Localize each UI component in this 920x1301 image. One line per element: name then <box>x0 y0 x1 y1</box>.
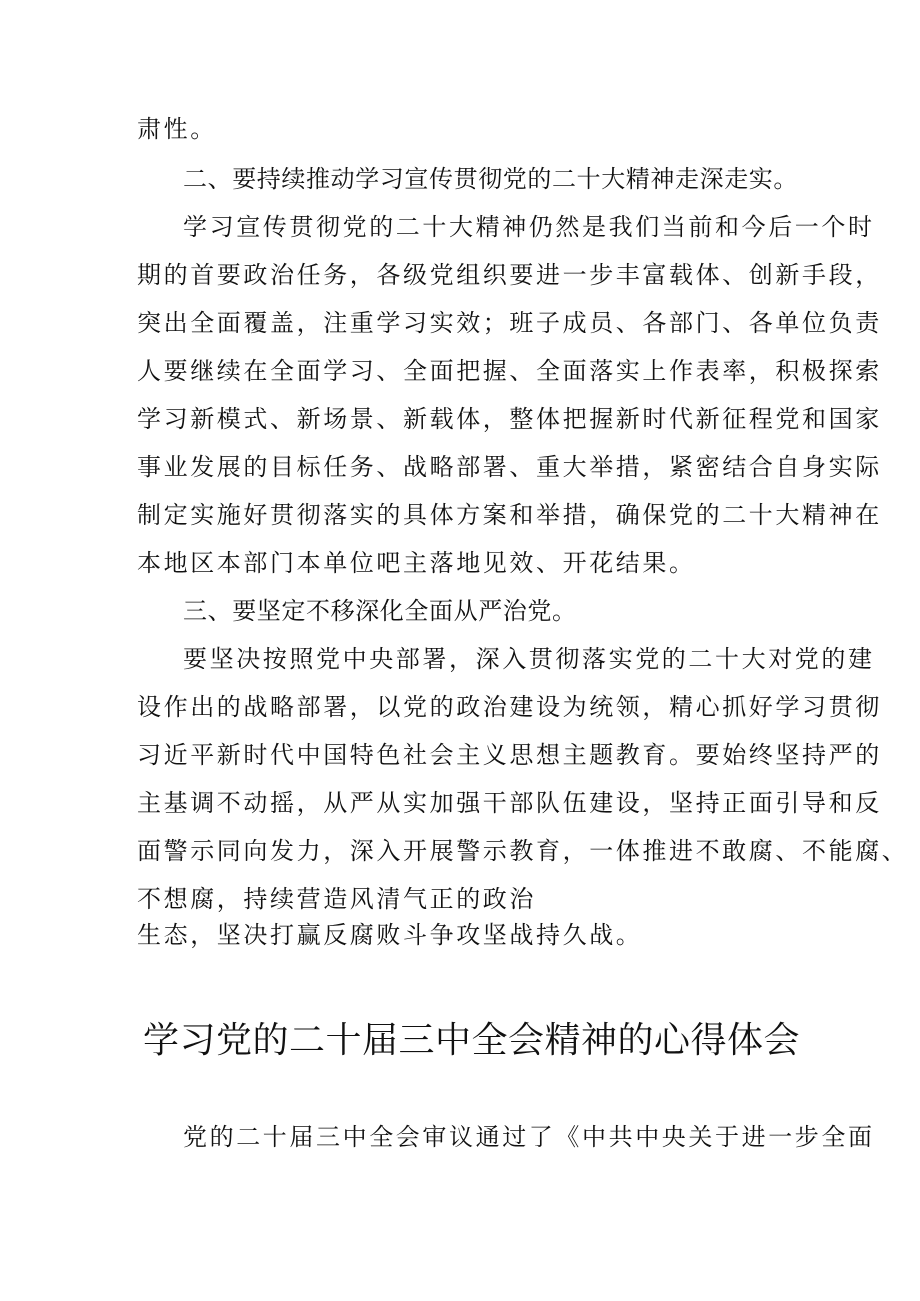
paragraph-line: 期的首要政治任务，各级党组织要进一步丰富载体、创新手段， <box>137 261 882 289</box>
paragraph-line: 要坚决按照党中央部署，深入贯彻落实党的二十大对党的建 <box>183 645 875 673</box>
article-title: 学习党的二十届三中全会精神的心得体会 <box>143 1020 801 1061</box>
paragraph-line: 制定实施好贯彻落实的具体方案和举措，确保党的二十大精神在 <box>137 501 882 529</box>
section-heading: 二、要持续推动学习宣传贯彻党的二十大精神走深走实。 <box>183 165 798 193</box>
paragraph-line: 学习宣传贯彻党的二十大精神仍然是我们当前和今后一个时 <box>183 213 875 241</box>
section-heading: 三、要坚定不移深化全面从严治党。 <box>183 597 577 625</box>
paragraph-line: 事业发展的目标任务、战略部署、重大举措，紧密结合自身实际 <box>137 453 882 481</box>
paragraph-line: 不想腐，持续营造风清气正的政治 <box>137 885 536 913</box>
paragraph-line: 本地区本部门本单位吧主落地见效、开花结果。 <box>137 549 696 577</box>
paragraph-line: 肃性。 <box>137 115 217 143</box>
paragraph-line: 习近平新时代中国特色社会主义思想主题教育。要始终坚持严的 <box>137 741 882 769</box>
paragraph-line: 主基调不动摇，从严从实加强干部队伍建设，坚持正面引导和反 <box>137 789 882 817</box>
paragraph-line: 设作出的战略部署，以党的政治建设为统领，精心抓好学习贯彻 <box>137 693 882 721</box>
paragraph-line: 面警示同向发力，深入开展警示教育，一体推进不敢腐、不能腐、 <box>137 837 909 865</box>
paragraph-line: 人要继续在全面学习、全面把握、全面落实上作表率，积极探索 <box>137 357 882 385</box>
paragraph-line: 突出全面覆盖，注重学习实效；班子成员、各部门、各单位负责 <box>137 309 882 337</box>
paragraph-line: 生态，坚决打赢反腐败斗争攻坚战持久战。 <box>137 921 643 949</box>
paragraph-line: 党的二十届三中全会审议通过了《中共中央关于进一步全面 <box>183 1123 875 1151</box>
paragraph-line: 学习新模式、新场景、新载体，整体把握新时代新征程党和国家 <box>137 405 882 433</box>
